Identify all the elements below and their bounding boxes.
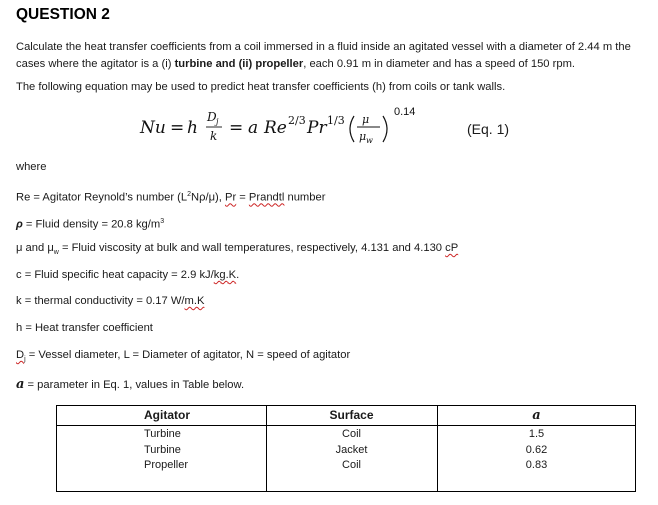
header-surface: Surface xyxy=(266,405,437,426)
eq-paren-left xyxy=(350,116,354,142)
def-mu-pre: μ and μ xyxy=(16,242,54,254)
eq-frac-num: D xyxy=(207,110,217,124)
def-d-rest: = Vessel diameter, L = Diameter of agitator, N = speed of agitator xyxy=(25,349,351,361)
nusselt-equation xyxy=(140,104,440,148)
cell-surface: Coil xyxy=(342,428,361,440)
def-d-letter: D xyxy=(16,349,25,361)
def-mu-unit: cP xyxy=(445,242,459,254)
cell-a: 1.5 xyxy=(528,428,545,440)
eq-paren-right xyxy=(383,116,387,142)
eq-mu: μ xyxy=(362,113,370,126)
cell-surface: Coil xyxy=(342,459,361,471)
def-c-pre: c = Fluid specific heat capacity = 2.9 kJ/ xyxy=(16,269,214,281)
def-reynolds xyxy=(16,186,325,207)
def-rho-rest: = Fluid density = 20.8 kg/m xyxy=(22,218,161,231)
def-d-sub: j xyxy=(24,356,26,364)
def-rho-symbol: ρ xyxy=(16,218,23,231)
def-re-mid2: = xyxy=(236,191,249,204)
eq-equals-2: = xyxy=(229,118,244,138)
cell-agitator: Turbine xyxy=(144,428,181,440)
table-row xyxy=(56,426,636,443)
def-viscosity xyxy=(16,240,458,261)
def-c-end: . xyxy=(236,269,240,281)
cell-surface: Jacket xyxy=(335,444,368,456)
def-conductivity xyxy=(16,293,204,310)
eq-frac-num-sub: j xyxy=(216,117,219,126)
intro-bold: turbine and (ii) propeller xyxy=(174,58,304,70)
def-re-prandtl: Prandtl xyxy=(248,191,285,204)
table-row xyxy=(56,458,636,485)
def-a-symbol: a xyxy=(16,377,25,392)
def-k-pre: k = thermal conductivity = 0.17 W/ xyxy=(16,295,185,307)
equation-intro: The following equation may be used to predict heat transfer coefficients (h) from coils or tank walls. xyxy=(16,81,506,93)
def-re-mid1: Nρ/μ), xyxy=(191,191,225,204)
header-agitator: Agitator xyxy=(56,405,266,426)
cell-a: 0.83 xyxy=(525,459,548,471)
intro-post: , each 0.91 m in diameter and has a speed of 150 rpm. xyxy=(303,58,576,70)
equation-label: (Eq. 1) xyxy=(467,121,510,137)
question-title: QUESTION 2 xyxy=(16,6,110,23)
table-row xyxy=(56,442,636,458)
def-re-pre: Re = Agitator Reynold’s number (L xyxy=(16,191,188,204)
eq-pr: Pr xyxy=(307,118,327,138)
intro-pre: Calculate the heat transfer coefficients from a coil immersed in a fluid inside an agitated vessel with a diameter of 2.44 m the cases where the agitator is a (i) xyxy=(16,41,631,70)
eq-exp: 0.14 xyxy=(394,106,416,118)
def-c-unit: kg.K xyxy=(213,269,237,281)
agitator-table xyxy=(56,405,636,485)
eq-pr-exp: 1/3 xyxy=(327,114,345,127)
header-a: a xyxy=(437,405,636,426)
def-re-pr: Pr xyxy=(224,191,237,204)
problem-statement xyxy=(16,39,646,73)
def-mu-rest: = Fluid viscosity at bulk and wall temperatures, respectively, 4.131 and 4.130 xyxy=(58,242,446,254)
eq-a: a xyxy=(248,118,259,138)
def-rho-sup: 3 xyxy=(160,218,165,225)
eq-muw: μ xyxy=(359,130,367,143)
def-re-sup: 2 xyxy=(187,191,192,198)
def-re-end: number xyxy=(284,191,326,204)
eq-equals: = xyxy=(170,118,185,138)
eq-muw-sub: w xyxy=(366,136,373,145)
def-k-unit: m.K xyxy=(184,295,205,307)
eq-h: h xyxy=(187,118,198,138)
eq-frac-den: k xyxy=(210,129,218,143)
cell-a: 0.62 xyxy=(525,444,548,456)
eq-nu: Nu xyxy=(140,118,166,138)
where-label: where xyxy=(16,161,47,173)
def-heat-transfer-coeff: h = Heat transfer coefficient xyxy=(16,322,153,334)
def-a-rest: = parameter in Eq. 1, values in Table below. xyxy=(24,379,245,391)
cell-agitator: Turbine xyxy=(144,444,181,456)
eq-re: Re xyxy=(264,118,287,138)
def-parameter-a xyxy=(16,376,244,394)
def-density xyxy=(16,213,164,234)
table-header-row xyxy=(56,405,636,426)
def-mu-sub: w xyxy=(53,249,59,257)
eq-re-exp: 2/3 xyxy=(288,114,306,127)
cell-agitator: Propeller xyxy=(144,459,189,471)
def-diameters xyxy=(16,347,350,368)
def-heat-capacity xyxy=(16,267,239,284)
